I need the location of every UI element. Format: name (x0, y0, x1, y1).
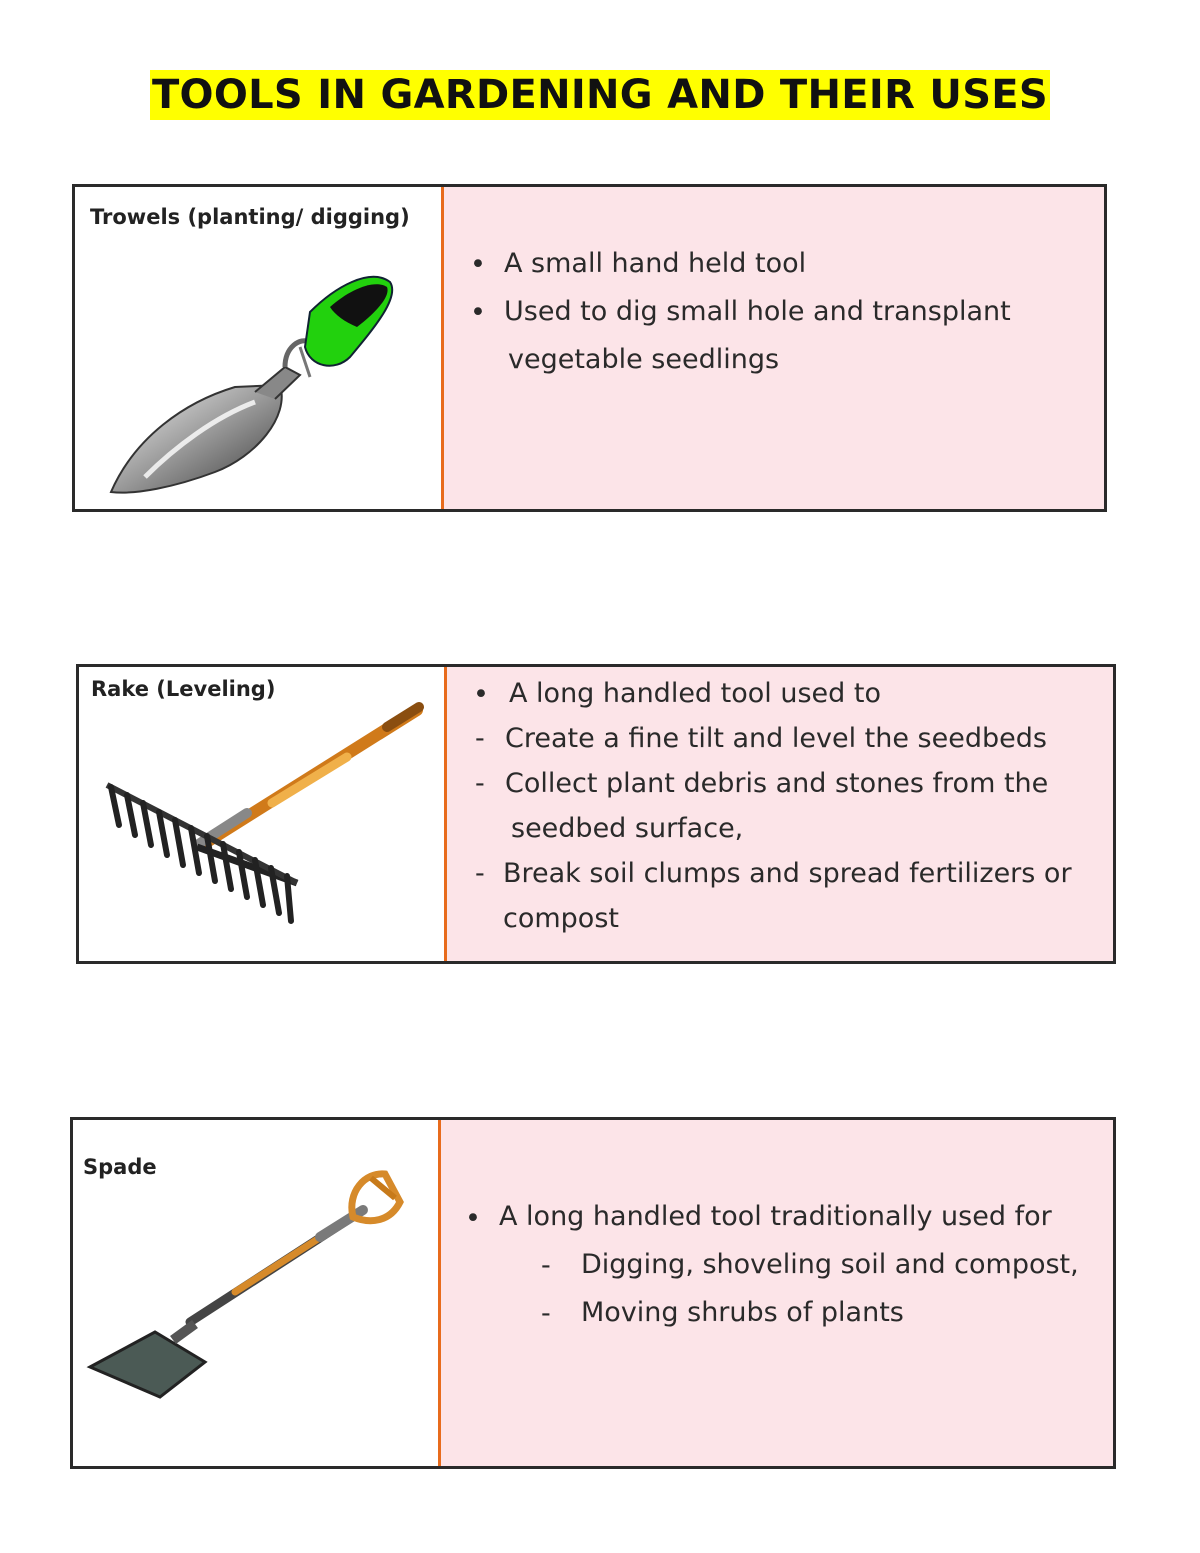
tool-description (444, 187, 1104, 509)
description-line: compost (503, 903, 619, 934)
description-line: Digging, shoveling soil and compost, (581, 1249, 1079, 1280)
dash-mark: - (475, 858, 485, 889)
dash-mark: - (475, 723, 485, 754)
tool-card-rake (76, 664, 1116, 964)
description-line: Used to dig small hole and transplant (504, 296, 1011, 327)
tool-name: Trowels (planting/ digging) (90, 205, 410, 229)
title-wrapper (0, 70, 1200, 120)
tool-card-trowel (72, 184, 1107, 512)
tool-card-spade (70, 1117, 1116, 1469)
description-line: A long handled tool traditionally used for (499, 1201, 1052, 1232)
rake-icon (97, 695, 427, 945)
tool-name: Spade (83, 1155, 157, 1179)
dash-mark: - (541, 1298, 551, 1329)
tool-name: Rake (Leveling) (91, 677, 276, 701)
tool-image-cell (79, 667, 447, 961)
tool-image-cell (73, 1120, 441, 1466)
page-title: TOOLS IN GARDENING AND THEIR USES (151, 72, 1049, 118)
tool-description (447, 667, 1113, 961)
description-line: Moving shrubs of plants (581, 1297, 904, 1328)
dash-mark: - (475, 768, 485, 799)
description-line: vegetable seedlings (508, 344, 780, 375)
description-line: Create a fine tilt and level the seedbeds (505, 723, 1047, 754)
trowel-icon (105, 267, 405, 507)
spade-icon (85, 1162, 415, 1402)
description-line: seedbed surface, (511, 813, 744, 844)
description-line: Break soil clumps and spread fertilizers or (503, 858, 1072, 889)
bullet-mark: • (473, 679, 489, 710)
description-line: A small hand held tool (504, 248, 807, 279)
tool-description (441, 1120, 1113, 1466)
bullet-mark: • (465, 1203, 481, 1234)
bullet-mark: • (470, 249, 486, 280)
dash-mark: - (541, 1250, 551, 1281)
tool-image-cell (75, 187, 444, 509)
description-line: Collect plant debris and stones from the (505, 768, 1049, 799)
bullet-mark: • (470, 297, 486, 328)
description-line: A long handled tool used to (509, 678, 881, 709)
